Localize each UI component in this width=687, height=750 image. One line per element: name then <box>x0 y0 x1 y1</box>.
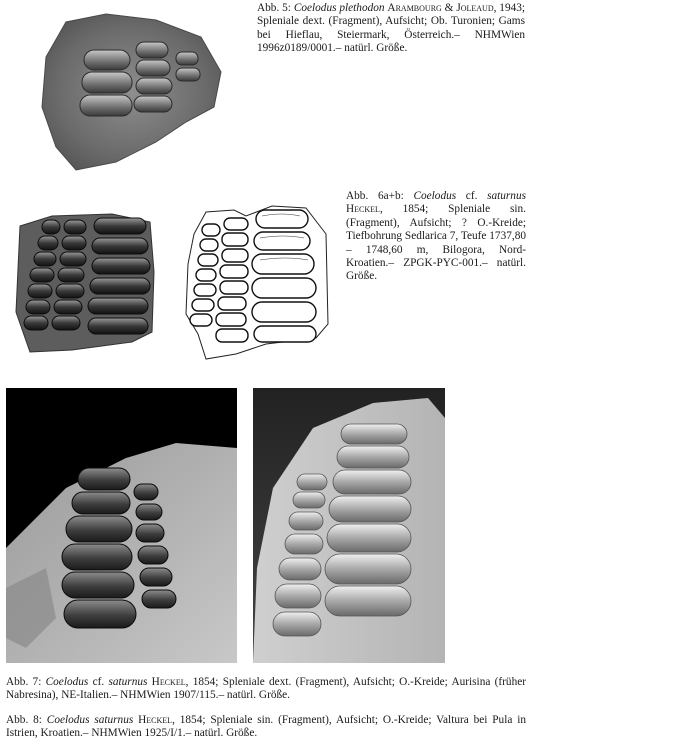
figure-8-label: Abb. 8: <box>6 714 42 726</box>
figure-6a-photo <box>12 212 157 354</box>
figure-8-author: Heckel <box>138 714 173 726</box>
figure-8-taxon: Coelodus saturnus <box>46 714 134 726</box>
figure-7-genus: Coelodus <box>45 676 89 688</box>
figure-5-label: Abb. 5: <box>257 2 291 14</box>
figure-6-genus: Coelodus <box>413 190 457 202</box>
figure-5-photo <box>36 12 226 172</box>
figure-6-caption <box>346 190 526 284</box>
figure-8-photo <box>253 388 445 663</box>
figure-8-caption <box>6 714 526 741</box>
figure-5-taxon: Coelodus plethodon <box>293 2 385 14</box>
figure-7-species: saturnus <box>108 676 148 688</box>
figure-6b-drawing <box>176 204 336 364</box>
figure-5-details: , 1943; Spleniale dext. (Fragment), Aufsicht; Ob. Turonien; Gams bei Hieflau, Steiermark, Österreich.– NHMWien 1996z0189/0001.– natürl. Größe. <box>257 2 526 55</box>
figure-7-label: Abb. 7: <box>6 676 42 688</box>
figure-7-caption <box>6 676 526 703</box>
figure-6-details: , 1854; Spleniale sin. (Fragment), Aufsicht; ? O.-Kreide; Tiefbohrung Sedlarica 7, Teufe 1737,80 – 1748,60 m, Bilogora, Nord-Kroatien.– ZPGK-PYC-001.– natürl. Größe. <box>346 203 526 283</box>
figure-7-photo <box>6 388 237 663</box>
figure-7-author: Heckel <box>151 676 186 688</box>
figure-8-details: , 1854; Spleniale sin. (Fragment), Aufsicht; O.-Kreide; Valtura bei Pula in Istrien, Kroatien.– NHMWien 1925/I/1.– natürl. Größe. <box>6 714 526 740</box>
figure-7-cf: cf. <box>88 676 109 688</box>
figure-6-label: Abb. 6a+b: <box>346 190 404 202</box>
figure-6-cf: cf. <box>456 190 488 202</box>
figure-6-species: saturnus <box>487 190 526 202</box>
figure-7-details: , 1854; Spleniale dext. (Fragment), Aufsicht; O.-Kreide; Aurisina (früher Nabresina), NE-Italien.– NHMWien 1907/115.– natürl. Größe. <box>6 676 526 702</box>
figure-6-author: Heckel <box>346 203 380 216</box>
figure-5-caption <box>257 2 525 56</box>
figure-5-author: Arambourg & Joleaud <box>387 2 494 14</box>
